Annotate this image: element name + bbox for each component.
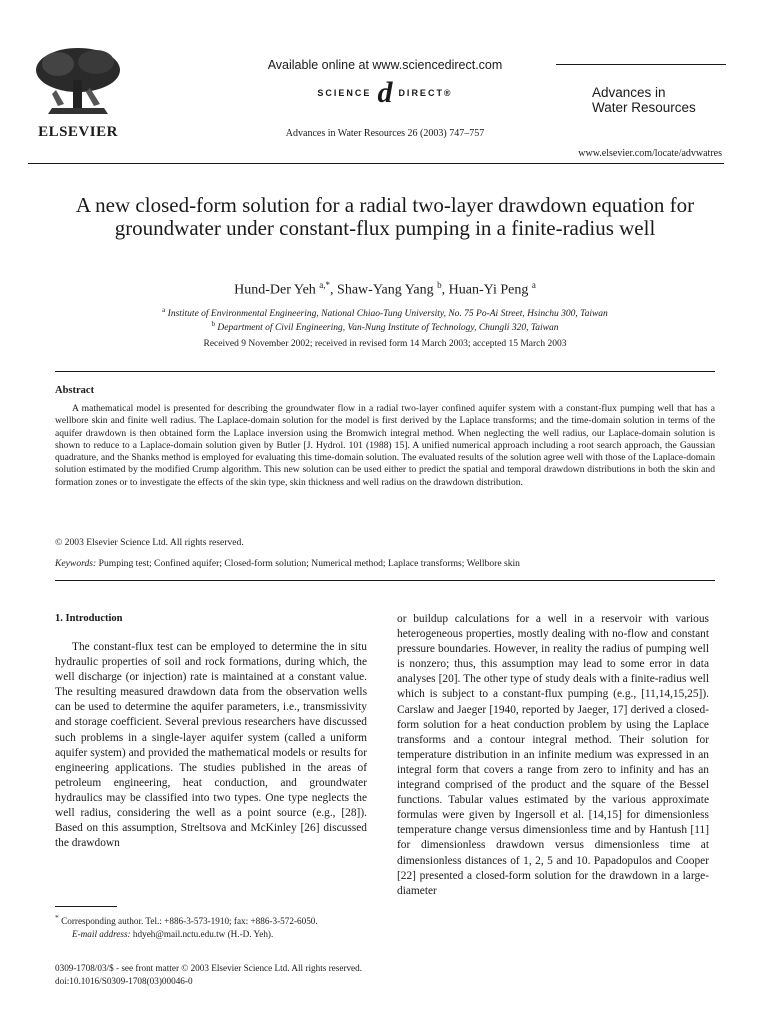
affiliation-mark: a [162,306,166,314]
article-title: A new closed-form solution for a radial two-layer drawdown equation for groundwater under constant-flux pumping in a finite-radius well [75,193,695,240]
affiliation-text: Institute of Environmental Engineering, National Chiao-Tung University, No. 75 Po-Ai Street, Hsinchu 300, Taiwan [167,309,608,320]
author-mark: a [531,280,536,290]
sd-mark-icon: d [377,76,393,109]
journal-url: www.elsevier.com/locate/advwatres [578,148,722,159]
email-label: E-mail address: [72,928,131,939]
footnote-mark: * [55,913,59,922]
keywords-list: Pumping test; Confined aquifer; Closed-form solution; Numerical method; Laplace transforms; Wellbore skin [98,558,520,569]
author-name: Hund-Der Yeh [234,282,316,298]
abstract-copyright: © 2003 Elsevier Science Ltd. All rights reserved. [55,537,244,548]
journal-citation: Advances in Water Resources 26 (2003) 747–757 [285,128,485,139]
available-online-text: Available online at www.sciencedirect.com [267,58,503,72]
keywords [55,558,715,569]
author-mark: a,* [319,280,331,290]
footnote-email [55,928,367,941]
publisher-name: ELSEVIER [38,124,118,140]
affiliation-text: Department of Civil Engineering, Van-Nung Institute of Technology, Chungli 320, Taiwan [217,323,559,334]
abstract-divider-top [55,371,715,372]
issn-line: 0309-1708/03/$ - see front matter © 2003 Elsevier Science Ltd. All rights reserved. [55,963,363,973]
section-heading: 1. Introduction [55,613,123,624]
journal-title-line2: Water Resources [592,100,696,115]
affiliation-a [0,306,770,319]
footnote-corresponding-text: Corresponding author. Tel.: +886-3-573-1910; fax: +886-3-572-6050. [61,916,318,927]
sd-right-text: DIRECT® [398,88,453,98]
journal-title-line1: Advances in [592,85,666,100]
footnote-corresponding [55,912,367,928]
keywords-label: Keywords: [55,558,97,569]
email-address: hdyeh@mail.nctu.edu.tw (H.-D. Yeh). [132,928,274,939]
affiliation-mark: b [211,320,216,328]
abstract-text: A mathematical model is presented for describing the groundwater flow in a radial two-layer confined aquifer system with a constant-flux pumping well that has a wellbore skin and finite well radius. The Laplace-domain solution for the model is first derived by the Laplace transforms; and the time-domain solution in terms of the aquifer drawdown is then obtained form the Laplace inversion using the Bromwich integral method. When neglecting the well radius, our Laplace-domain solution is shown to reduce to a Laplace-domain solution given by Butler [J. Hydrol. 101 (1988) 15]. A unified numerical approach including a root search approach, the Gaussian quadrature, and the Shanks method is employed for evaluating this time-domain solution. The evaluated results of the solution agree well with those of the Laplace-domain solution estimated by the modified Crump algorithm. This new solution can be used either to predict the spatial and temporal drawdown distributions in both the skin and formation zones or to investigate the effects of the skin type, skin thickness and well radius on the drawdown distribution. [55,403,715,488]
body-right-column: or buildup calculations for a well in a reservoir with various heterogeneous properties, mostly dealing with no-flow and constant pressure boundaries. However, in reality the radius of pumping well is nonzero; thus, this assumption may lead to some error in data analyses [20]. The other type of study deals with a finite-radius well which is subject to a constant-flux pumping (e.g., [11,14,15,25]). Carslaw and Jaeger [1940, reported by Jaeger, 17] derived a closed-form solution for a heat conduction problem by using the Laplace transforms and a contour integral method. Their solution for temperature distribution in an infinite medium was expressed in an integral form that covers a range from zero to infinity and has an integrand comprised of the product and the square of the Bessel functions. Tabular values estimated by the various approximate formulas were given by Ingersoll et al. [14,15] for dimensionless temperature change versus dimensionless time and by Hantush [11] for dimensionless drawdown versus dimensionless time at dimensionless distances of 1, 2, 5 and 10. Papadopulos and Cooper [22] presented a closed-form solution for the drawdown in a large-diameter [397,613,709,897]
sd-left-text: SCIENCE [317,88,372,98]
author-name: Shaw-Yang Yang [337,282,434,298]
doi-line: doi:10.1016/S0309-1708(03)00046-0 [55,976,193,986]
received-dates: Received 9 November 2002; received in revised form 14 March 2003; accepted 15 March 2003 [203,339,567,349]
author-name: Huan-Yi Peng [448,282,529,298]
author-mark: b [437,280,442,290]
affiliation-b [0,320,770,333]
journal-rule [556,64,726,65]
body-left-column: The constant-flux test can be employed to determine the in situ hydraulic properties of soil and rock formations, during which, the well discharge (or injection) rate is maintained at a constant value. The resulting measured drawdown data from the observation wells can be used to determine the aquifer parameters, i.e., transmissivity and storage coefficient. Several previous researchers have discussed such problems in a single-layer aquifer system (called a uniform aquifer system) and provided the mathematical models or results for engineering applications. The studies published in the areas of petroleum engineering, heat conduction, and groundwater hydraulics may be classified into two types. One type neglects the well radius, considering the well as a point source (e.g., [28]). Based on this assumption, Streltsova and McKinley [26] discussed the drawdown [55,641,367,850]
author-list: Hund-Der Yeh $^{a,*}$, Shaw-Yang Yang $^b$, Huan-Yi Peng $^a$ [234,280,536,298]
abstract-heading: Abstract [55,385,95,396]
footnote-rule [55,906,117,907]
abstract-divider-bottom [55,580,715,581]
footnote [55,912,367,940]
header-divider [28,163,724,164]
journal-title [592,85,696,115]
